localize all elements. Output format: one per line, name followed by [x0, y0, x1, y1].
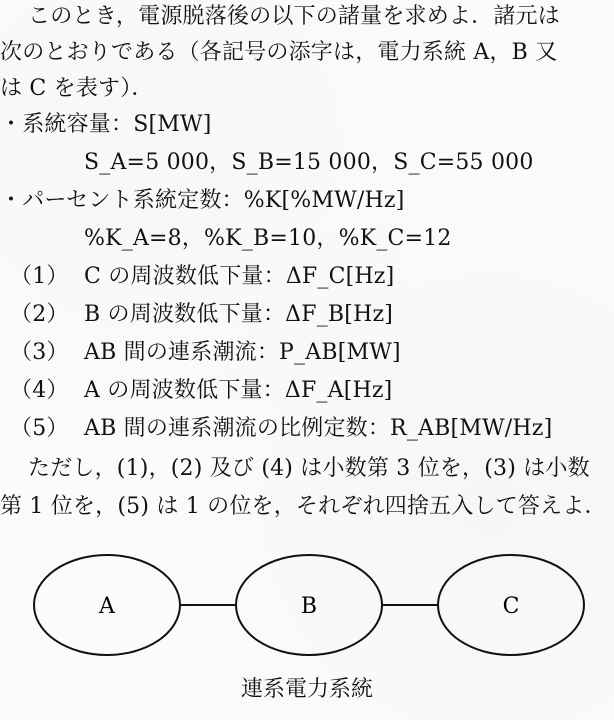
question-text-5: AB 間の連系潮流の比例定数：R_AB[MW/Hz] [84, 416, 553, 441]
question-number-5: （5） [10, 416, 69, 441]
question-item-2 [10, 298, 393, 332]
question-text-2: B の周波数低下量：ΔF_B[Hz] [84, 302, 394, 327]
system-c-label: C [502, 594, 520, 619]
percent-system-constant-label: ・パーセント系統定数：%K[%MW/Hz] [0, 188, 405, 213]
question-number-3: （3） [10, 340, 69, 365]
system-b-label: B [300, 594, 318, 619]
system-capacity-label: ・系統容量：S[MW] [0, 112, 212, 137]
diagram-caption: 連系電力系統 [240, 677, 373, 702]
system-a-label: A [99, 594, 115, 619]
question-text-3: AB 間の連系潮流：P_AB[MW] [84, 340, 401, 365]
question-number-1: （1） [10, 264, 69, 289]
question-text-4: A の周波数低下量：ΔF_A[Hz] [84, 378, 393, 403]
paragraph-line-2: 次のとおりである（各記号の添字は，電力系統 A，B 又 [0, 40, 558, 65]
question-number-4: （4） [10, 378, 69, 403]
question-item-1 [10, 260, 394, 294]
question-number-2: （2） [10, 302, 69, 327]
system-capacity-values: S_A=5 000，S_B=15 000，S_C=55 000 [84, 150, 534, 175]
paragraph-line-3: は C を表す）． [0, 76, 154, 101]
note-line-1: ただし，(1)，(2) 及び (4) は小数第 3 位を，(3) は小数 [28, 456, 590, 481]
question-text-1: C の周波数低下量：ΔF_C[Hz] [84, 264, 395, 289]
question-item-5 [10, 412, 552, 446]
note-line-2: 第 1 位を，(5) は 1 の位を，それぞれ四捨五入して答えよ． [0, 494, 607, 519]
percent-system-constant-values: %K_A=8，%K_B=10，%K_C=12 [84, 226, 452, 251]
paragraph-line-1: このとき，電源脱落後の以下の諸量を求めよ．諸元は [28, 4, 560, 29]
question-item-4 [10, 374, 392, 408]
question-item-3 [10, 336, 401, 370]
